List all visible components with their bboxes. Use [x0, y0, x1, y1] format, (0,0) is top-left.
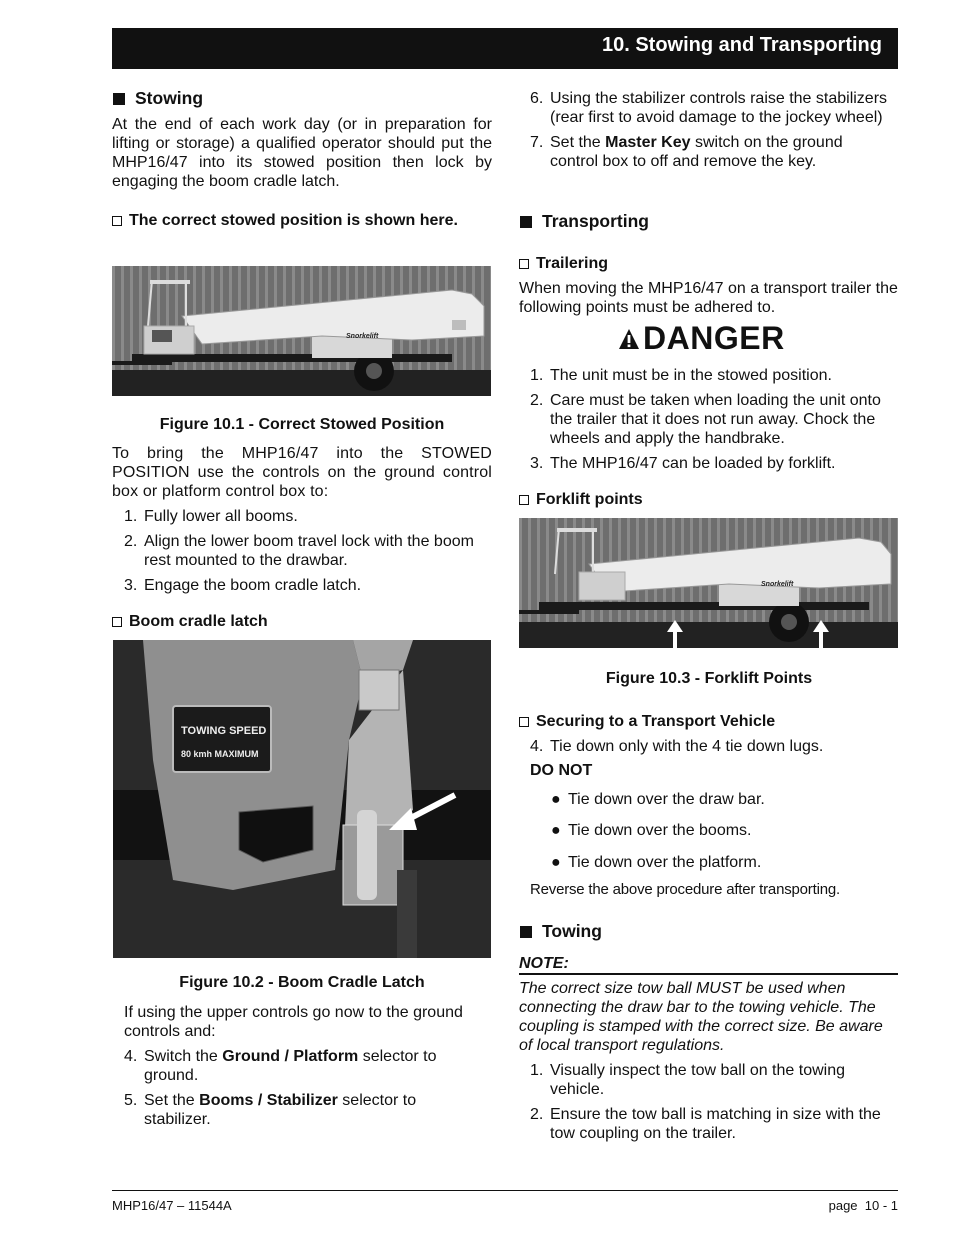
list-item: 4. Switch the Ground / Platform selector to ground. — [124, 1048, 437, 1084]
bullet-icon: ● — [551, 822, 561, 839]
stow-steps-list — [124, 507, 492, 595]
stowing-paragraph: At the end of each work day (or in preparation for lifting or storage) a qualified operator should put the MHP16/47 into its stowed position then lock by engaging the boom cradle latch. — [112, 116, 492, 190]
list-item: 1. The unit must be in the stowed position. — [530, 367, 832, 384]
bullet-icon: ● — [551, 791, 561, 808]
note-divider — [519, 973, 898, 975]
open-square-icon — [519, 259, 529, 269]
boom-latch-illustration — [113, 640, 491, 958]
warning-triangle-icon — [618, 328, 640, 350]
tie-down-step: 4. Tie down only with the 4 tie down lugs. — [530, 738, 824, 755]
figure-forklift-photo — [519, 518, 898, 648]
list-item: 3. Engage the boom cradle latch. — [124, 577, 362, 594]
plate-text-1: TOWING SPEED — [181, 725, 267, 737]
footer-doc-id: MHP16/47 – 11544A — [112, 1198, 232, 1213]
danger-text: DANGER — [643, 320, 785, 356]
snorkelift-logo-1: Snorkelift — [346, 333, 379, 340]
open-square-icon — [112, 617, 122, 627]
filled-square-icon — [113, 93, 125, 105]
open-square-icon — [519, 717, 529, 727]
open-square-icon — [519, 495, 529, 505]
stowing-heading — [112, 88, 203, 109]
forklift-points-illustration — [519, 518, 898, 648]
danger-banner — [618, 320, 785, 357]
bullet-icon: ● — [551, 854, 561, 871]
forklift-subheading-text: Forklift points — [536, 491, 643, 508]
towing-steps-list — [530, 1061, 895, 1143]
stowed-unit-illustration — [112, 266, 491, 396]
header-bar — [112, 28, 898, 69]
latch-subheading — [112, 611, 482, 632]
list-item: 2. Ensure the tow ball is matching in size with the tow coupling on the trailer. — [530, 1106, 881, 1142]
list-item: ● Tie down over the platform. — [551, 854, 762, 871]
trailering-paragraph: When moving the MHP16/47 on a transport trailer the following points must be adhered to. — [519, 280, 898, 316]
transporting-heading-text: Transporting — [542, 211, 649, 231]
note-title: NOTE: — [519, 955, 569, 972]
stowed-subheading — [112, 210, 482, 231]
figure-3-caption: Figure 10.3 - Forklift Points — [605, 670, 813, 687]
securing-subheading-text: Securing to a Transport Vehicle — [536, 713, 776, 730]
figure-1-caption: Figure 10.1 - Correct Stowed Position — [159, 416, 445, 433]
note-body: The correct size tow ball MUST be used when connecting the draw bar to the towing vehicle. The coupling is stamped with the correct size. Be aware of local transport regulations. — [519, 980, 883, 1054]
open-square-icon — [112, 216, 122, 226]
list-item: 2. Align the lower boom travel lock with the boom rest mounted to the drawbar. — [124, 533, 474, 569]
list-item: 1. Fully lower all booms. — [124, 508, 298, 525]
stowed-subheading-text: The correct stowed position is shown here. — [129, 212, 458, 229]
stabilizer-steps-list — [530, 89, 895, 171]
filled-square-icon — [520, 216, 532, 228]
figure-latch-photo — [113, 640, 491, 958]
filled-square-icon — [520, 926, 532, 938]
figure-2-caption: Figure 10.2 - Boom Cradle Latch — [179, 974, 425, 991]
page-title: 10. Stowing and Transporting — [601, 34, 882, 56]
bring-paragraph: To bring the MHP16/47 into the STOWED POSITION use the controls on the ground control box or platform control box to: — [112, 445, 492, 500]
securing-subheading — [519, 711, 889, 732]
list-item: 6. Using the stabilizer controls raise the stabilizers (rear first to avoid damage to the jockey wheel) — [530, 90, 888, 126]
list-item: 5. Set the Booms / Stabilizer selector to stabilizer. — [124, 1092, 417, 1128]
danger-items-list — [530, 366, 895, 473]
do-not-label: DO NOT — [530, 762, 593, 779]
list-item: 3. The MHP16/47 can be loaded by forklift. — [530, 455, 836, 472]
list-item: 2. Care must be taken when loading the unit onto the trailer that it does not run away. Chock the wheels and apply the handbrake. — [530, 392, 881, 447]
reverse-paragraph: Reverse the above procedure after transporting. — [530, 881, 840, 898]
forklift-subheading — [519, 489, 889, 510]
footer-divider — [112, 1190, 898, 1191]
trailering-subheading — [519, 253, 889, 274]
towing-heading — [519, 921, 602, 942]
transporting-heading — [519, 211, 649, 232]
latch-subheading-text: Boom cradle latch — [129, 613, 268, 630]
list-item: 7. Set the Master Key switch on the ground control box to off and remove the key. — [530, 134, 843, 170]
snorkelift-logo-2: Snorkelift — [761, 581, 794, 588]
trailering-subheading-text: Trailering — [536, 255, 609, 272]
figure-stowed-photo — [112, 266, 491, 396]
towing-heading-text: Towing — [542, 921, 602, 941]
upper-controls-paragraph: If using the upper controls go now to the ground controls and: — [124, 1004, 463, 1040]
ground-steps-list — [124, 1047, 484, 1129]
list-item: ● Tie down over the booms. — [551, 822, 752, 839]
stowing-heading-text: Stowing — [135, 88, 204, 108]
list-item: 1. Visually inspect the tow ball on the towing vehicle. — [530, 1062, 845, 1098]
list-item: ● Tie down over the draw bar. — [551, 791, 765, 808]
plate-text-2: 80 kmh MAXIMUM — [181, 749, 259, 759]
footer-page-number: page 10 - 1 — [828, 1198, 898, 1213]
